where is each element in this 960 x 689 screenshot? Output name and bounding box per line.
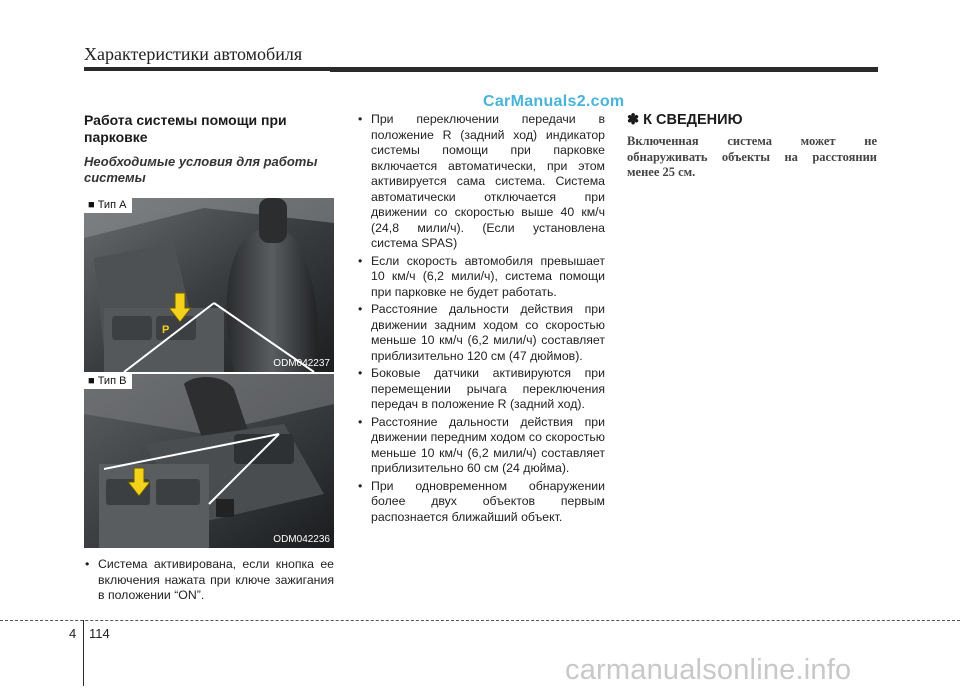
list-item: • Боковые датчики активируются при перемещении рычага переключения передач в положение R (задний ход).: [357, 366, 605, 413]
info-note-text: Включенная система может не обнаруживать объекты на расстоянии менее 25 см.: [627, 134, 877, 179]
bullet-list-left: [84, 557, 334, 604]
section-title: Работа системы помощи при парковке: [84, 112, 287, 145]
column-middle: [357, 112, 605, 527]
page-number: 114: [89, 626, 110, 641]
parking-button-p-icon: P: [162, 324, 170, 336]
page-header-title: Характеристики автомобиля: [84, 44, 303, 64]
list-item: • Если скорость автомобиля превышает 10 км/ч (6,2 мили/ч), система помощи при парковке не будет работать.: [357, 254, 605, 301]
list-item: • При переключении передачи в положение R (задний ход) индикатор системы помощи при парковке включается автоматически, при этом активируется сама система. Система автоматически отключается при движении со скоростью выше 40 км/ч (24,8 мили/ч). (Если установлена система SPAS): [357, 112, 605, 252]
section-subtitle: Необходимые условия для работы системы: [84, 154, 318, 185]
watermark-carmanualsonline: carmanualsonline.info: [565, 654, 852, 686]
figure-type-b-label: ■ Тип B: [84, 374, 132, 389]
list-item: • При одновременном обнаружении более двух объектов первым распознается ближайший объект.: [357, 479, 605, 526]
info-note-title: ✽ К СВЕДЕНИЮ: [627, 112, 743, 128]
figure-type-b: [84, 374, 334, 548]
chapter-number: 4: [69, 626, 77, 641]
bullet-list-middle: [357, 112, 605, 525]
footer-rule: [0, 620, 960, 621]
column-right: [627, 112, 877, 181]
figure-type-a-illustration: [84, 198, 334, 372]
list-item: • Система активирована, если кнопка ее включения нажата при ключе зажигания в положении “ON”.: [84, 557, 334, 604]
figure-type-a: [84, 198, 334, 372]
figure-type-b-illustration: [84, 374, 334, 548]
footer-divider: [83, 620, 84, 686]
figure-type-a-code: ODM042237: [273, 358, 330, 369]
watermark-carmanuals2: CarManuals2.com: [483, 93, 625, 110]
figure-type-a-label: ■ Тип A: [84, 198, 132, 213]
figure-type-b-code: ODM042236: [273, 534, 330, 545]
list-item: • Расстояние дальности действия при движении задним ходом со скоростью меньше 10 км/ч (6,2 мили/ч) составляет приблизительно 120 см (47 дюймов).: [357, 302, 605, 364]
column-left: [84, 112, 334, 606]
header-rule-thin: [330, 71, 878, 72]
list-item: • Расстояние дальности действия при движении передним ходом со скоростью меньше 10 км/ч (6,2 мили/ч) составляет приблизительно 60 см (24 дюйма).: [357, 415, 605, 477]
